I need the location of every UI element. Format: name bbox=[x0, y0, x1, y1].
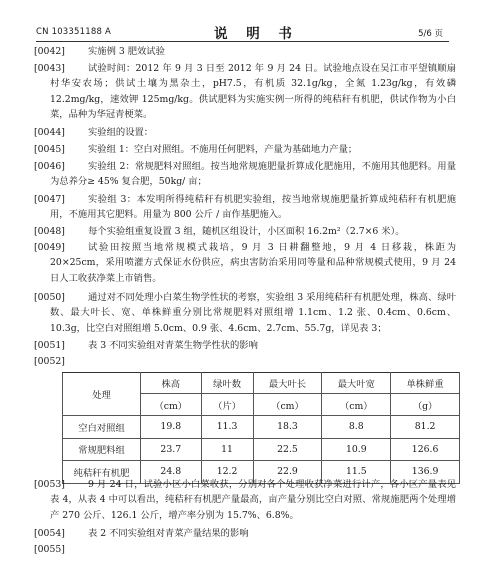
column-header: 株高 bbox=[141, 373, 202, 394]
column-header: 最大叶宽 bbox=[322, 373, 391, 394]
column-header: 单株鲜重 bbox=[391, 373, 460, 394]
table-cell: 23.7 bbox=[141, 438, 202, 461]
paragraph-text: 每个实验组重复设置 3 组，随机区组设计，小区面积 16.2m²（2.7×6 米）。 bbox=[88, 226, 405, 237]
table-cell: 136.9 bbox=[391, 461, 460, 484]
column-unit: （cm） bbox=[253, 394, 322, 416]
paragraph-0051 bbox=[34, 338, 456, 353]
table-row bbox=[63, 416, 460, 439]
table-cell: 22.9 bbox=[253, 461, 322, 484]
table-cell: 81.2 bbox=[391, 416, 460, 439]
paragraph-number: [0044] bbox=[34, 127, 65, 138]
row-label: 常规肥料组 bbox=[63, 438, 141, 461]
paragraph-number: [0047] bbox=[34, 194, 65, 205]
paragraph-0050 bbox=[34, 290, 456, 336]
table-cell: 126.6 bbox=[391, 438, 460, 461]
paragraph-number: [0052] bbox=[34, 356, 65, 367]
paragraph-text: 试验田按照当地常规模式栽培，9 月 3 日耕翻整地，9 月 4 日移栽，株距为 20×25cm，采用喷灌方式保证水份供应，病虫害防治采用同等量和品种常规模式使用，9 月 24 日人工收获净菜上市销售。 bbox=[50, 242, 456, 284]
table-caption: 表 3 不同实验组对青菜生物学性状的影响 bbox=[88, 340, 258, 351]
paragraph-0044 bbox=[34, 125, 456, 140]
row-label: 空白对照组 bbox=[63, 416, 141, 439]
table-cell: 19.8 bbox=[141, 416, 202, 439]
paragraph-0045 bbox=[34, 142, 456, 157]
table-header-row bbox=[63, 373, 460, 394]
paragraph-text: 实验组的设置： bbox=[88, 127, 154, 138]
paragraph-number: [0045] bbox=[34, 144, 65, 155]
column-unit: （片） bbox=[201, 394, 253, 416]
table-cell: 18.3 bbox=[253, 416, 322, 439]
paragraph-0049 bbox=[34, 240, 456, 286]
table-cell: 11 bbox=[201, 438, 253, 461]
paragraph-number: [0054] bbox=[34, 528, 65, 539]
table-cell: 10.9 bbox=[322, 438, 391, 461]
table-cell: 24.8 bbox=[141, 461, 202, 484]
column-header: 绿叶数 bbox=[201, 373, 253, 394]
paragraph-number: [0043] bbox=[34, 63, 65, 74]
paragraph-0046 bbox=[34, 159, 456, 190]
paragraph-text: 9 月 24 日，试验小区小白菜收获，分别对各个处理收获净菜进行计产，各小区产量表见表 4，从表 4 中可以看出，纯秸秆有机肥产量最高，亩产量分别比空白对照、常规施肥两个处理增产 270 公斤、126.1 公斤，增产率分别为 15.7%、6.8%。 bbox=[50, 479, 456, 521]
table-caption: 表 2 不同实验组对青菜产量结果的影响 bbox=[88, 528, 249, 539]
paragraph-number: [0048] bbox=[34, 226, 65, 237]
row-label: 纯秸秆有机肥 bbox=[63, 461, 141, 484]
table-cell: 11.3 bbox=[201, 416, 253, 439]
column-unit: （cm） bbox=[322, 394, 391, 416]
paragraph-0042 bbox=[34, 44, 456, 59]
column-header: 最大叶长 bbox=[253, 373, 322, 394]
paragraph-number: [0046] bbox=[34, 161, 65, 172]
paragraph-text: 通过对不同处理小白菜生物学性状的考察，实验组 3 采用纯秸秆有机肥处理，株高、绿叶数、最大叶长、宽、单株鲜重分别比常规肥料对照组增 1.1cm、1.2 张、0.4cm、0.6cm、10.3g，比空白对照组增 5.0cm、0.9 张、4.6cm、2.7cm、55.7g，详见表 3； bbox=[50, 292, 456, 334]
header-rule bbox=[36, 41, 449, 42]
column-unit: （cm） bbox=[141, 394, 202, 416]
paragraph-number: [0042] bbox=[34, 46, 65, 57]
data-table bbox=[62, 372, 460, 484]
paragraph-text: 试验时间：2012 年 9 月 3 日至 2012 年 9 月 24 日。试验地点设在吴江市平望镇顺扇村华安农场；供试土壤为黑杂土，pH7.5，有机质 32.1g/kg，全氮 1.23g/kg，有效磷 12.2mg/kg，速效钾 125mg/kg。供试肥料为实施实例一所得的纯秸秆有机肥，供试作物为小白菜，品种为华冠青梗菜。 bbox=[50, 63, 456, 121]
paragraph-number: [0050] bbox=[34, 292, 65, 303]
document-title: 说 明 书 bbox=[214, 26, 299, 42]
column-unit: （g） bbox=[391, 394, 460, 416]
table-cell: 12.2 bbox=[201, 461, 253, 484]
paragraph-0047 bbox=[34, 192, 456, 223]
table-cell: 11.5 bbox=[322, 461, 391, 484]
paragraph-0048 bbox=[34, 224, 456, 239]
paragraph-number: [0055] bbox=[34, 544, 65, 555]
paragraph-text: 实验组 1：空白对照组。不施用任何肥料，产量为基础地力产量； bbox=[88, 144, 358, 155]
patent-number: CN 103351188 A bbox=[36, 27, 111, 37]
paragraph-0043 bbox=[34, 61, 456, 123]
paragraph-text: 实验组 2：常规肥料对照组。按当地常规施肥量折算成化肥施用，不施用其他肥料。用量为总养分≥ 45% 复合肥，50kg/ 亩； bbox=[50, 161, 456, 188]
table-cell: 22.5 bbox=[253, 438, 322, 461]
paragraph-0053 bbox=[34, 477, 456, 523]
table-row bbox=[63, 438, 460, 461]
paragraph-0054 bbox=[34, 526, 456, 541]
page-number: 5/6 页 bbox=[418, 29, 443, 39]
paragraph-text: 实验组 3：本发明所得纯秸秆有机肥实验组，按当地常规施肥量折算成纯秸秆有机肥施用，不施用其它肥料。用量为 800 公斤 / 亩作基肥施入。 bbox=[50, 194, 456, 221]
paragraph-number: [0053] bbox=[34, 479, 65, 490]
paragraph-number: [0049] bbox=[34, 242, 65, 253]
paragraph-text: 实施例 3 肥效试验 bbox=[88, 46, 165, 57]
table-cell: 8.8 bbox=[322, 416, 391, 439]
column-header: 处理 bbox=[63, 373, 141, 416]
paragraph-number: [0051] bbox=[34, 340, 65, 351]
